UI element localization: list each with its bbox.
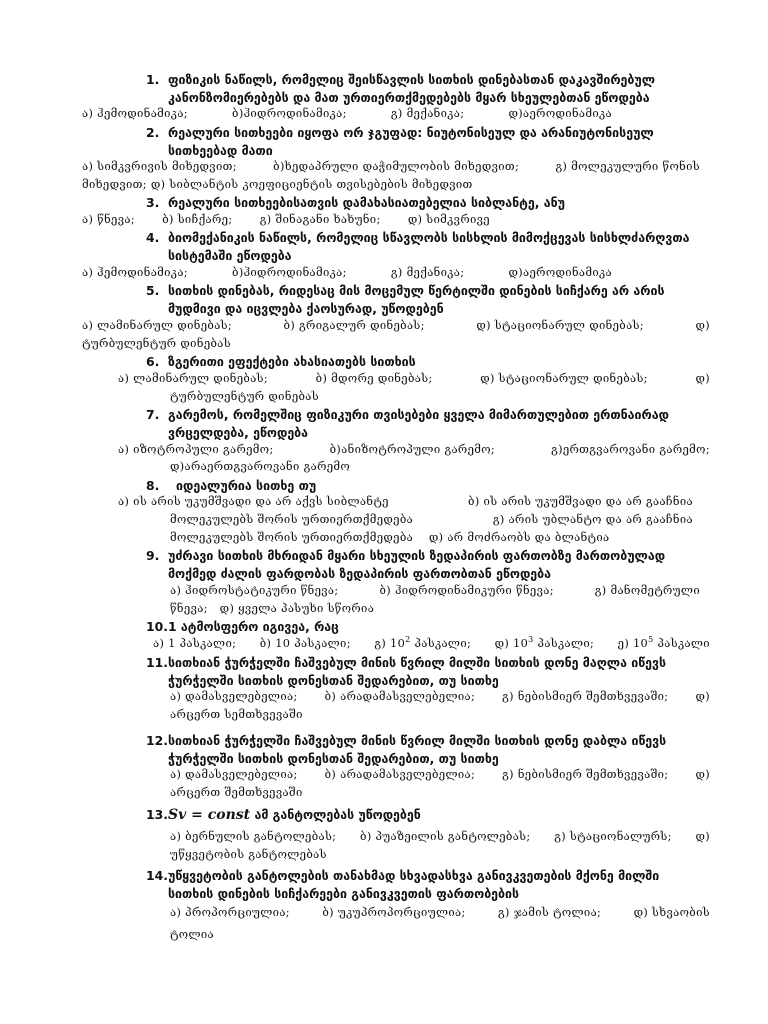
answers-8-cont: მოლეკულებს შორის ურთიერთქმედება გ) არის უბლანტო და არ გააჩნია xyxy=(170,513,693,526)
answers-6: ა) ლამინარულ დინებას; ბ) მდორე დინებას; დ) სტაციონარულ დინებას; დ) xyxy=(118,372,710,385)
question-7: 7. გარემოს, რომელშიც ფიზიკური თვისებები ყველა მიმართულებით ერთნაირად xyxy=(146,407,669,422)
question-4: 4. ბიომექანიკის ნაწილს, რომელიც სწავლობს სისხლის მიმოქცევას სისხლძარღვთა xyxy=(146,230,690,245)
answers-5-cont: ტურბულენტურ დინებას xyxy=(82,337,231,350)
answers-9: ა) ჰიდროსტატიკური წნევა; ბ) ჰიდროდინამიკური წნევა; გ) მანომეტრული xyxy=(170,584,700,597)
question-1-cont: კანონზომიერებებს და მათ ურთიერთქმედებებს მყარ სხეულებთან ეწოდება xyxy=(168,90,650,105)
answers-5: ა) ლამინარულ დინებას; ბ) გრიგალურ დინებას; დ) სტაციონარულ დინებას; დ) xyxy=(82,319,710,332)
answers-8-cont2: მოლეკულებს შორის ურთიერთქმედება დ) არ მოძრაობს და ბლანტია xyxy=(170,531,610,544)
formula: Sv = const xyxy=(168,807,251,823)
question-2-cont: სითხეებად მათი xyxy=(168,143,273,158)
answers-1: ა) ჰემოდინამიკა; ბ)ჰიდროდინამიკა; გ) მექანიკა; დ)აეროდინამიკა xyxy=(82,107,612,120)
answers-8: ა) ის არის უკუმშვადი და არ აქვს სიბლანტე ბ) ის არის უკუმშვადი და არ გააჩნია xyxy=(118,495,693,508)
answers-3: ა) წნევა; ბ) სიჩქარე; გ) შინაგანი ხახუნი; დ) სიმკვრივე xyxy=(82,213,490,226)
answers-10: ა) 1 პასკალი; ბ) 10 პასკალი; გ) $10^2$ პასკალი; დ) $10^3$ პასკალი; ე) $10^5$ პასკალი xyxy=(153,635,710,650)
question-13: 13.Sv = const ამ განტოლებას უწოდებენ xyxy=(146,807,421,823)
answers-13: ა) ბერნულის განტოლებას; ბ) პუაზეილის განტოლებას; გ) სტაციონალურს; დ) xyxy=(170,830,710,843)
question-5-cont: მუდმივი და იცვლება ქაოსურად, უწოდებენ xyxy=(168,301,444,316)
question-5: 5. სითხის დინებას, რიდესაც მის მოცემულ წერტილში დინების სიჩქარე არ არის xyxy=(146,283,665,298)
answers-13-cont: უწყვეტობის განტოლებას xyxy=(170,848,327,861)
answers-9-cont: წნევა; დ) ყველა პასუხი სწორია xyxy=(170,602,375,615)
answers-14: ა) პროპორციულია; ბ) უკუპროპორციულია; გ) ჯამის ტოლია; დ) სხვაობის xyxy=(170,906,710,919)
question-8: 8. იდეალურია სითხე თუ xyxy=(146,478,317,493)
answers-4: ა) ჰემოდინამიკა; ბ)ჰიდროდინამიკა; გ) მექანიკა; დ)აეროდინამიკა xyxy=(82,266,612,279)
question-3: 3. რეალური სითხეებისათვის დამახასიათებელია სიბლანტე, ანუ xyxy=(146,195,565,210)
answers-14-cont: ტოლია xyxy=(170,928,214,941)
answers-6-cont: ტურბულენტურ დინებას xyxy=(170,390,319,403)
question-1: 1. ფიზიკის ნაწილს, რომელიც შეისწავლის სითხის დინებასთან დაკავშირებულ xyxy=(146,72,656,87)
answers-7-cont: დ)არაერთგვაროვანი გარემო xyxy=(170,460,351,473)
question-9: 9. უძრავი სითხის მხრიდან მყარი სხეულის ზედაპირის ფართობზე მართობულად xyxy=(146,548,666,563)
answers-7: ა) იზოტროპული გარემო; ბ)ანიზოტროპული გარემო; გ)ერთგვაროვანი გარემო; xyxy=(118,443,710,456)
question-7-cont: ვრცელდება, ეწოდება xyxy=(168,425,309,440)
answers-2: ა) სიმკვრივის მიხედვით; ბ)ხედაპრული დაჭიმულობის მიხედვით; გ) მოლეკულური წონის xyxy=(82,160,700,173)
question-14-cont: სითხის დინების სიჩქარეები განივკვეთის ფართობების xyxy=(168,886,520,901)
question-11-cont: ჭურჭელში სითხის დონესთან შედარებით, თუ სითხე xyxy=(168,673,499,688)
question-6: 6. ზგერითი ეფექტები ახასიათებს სითხის xyxy=(146,354,416,369)
question-4-cont: სისტემაში ეწოდება xyxy=(168,248,292,263)
question-2: 2. რეალური სითხეები იყოფა ორ ჯგუფად: ნიუტონისეულ და არანიუტონისეულ xyxy=(146,125,654,140)
answers-11-cont: არცერთ სემთხვევაში xyxy=(170,708,303,721)
question-11: 11.სითხიან ჭურჭელში ჩაშვებულ მინის წვრილ მილში სითხის დონე მაღლა იწევს xyxy=(146,655,667,670)
answers-11: ა) დამასველებელია; ბ) არადამასველებელია; გ) ნებისმიერ შემთხვევაში; დ) xyxy=(170,690,710,703)
question-14: 14.უწყვეტობის განტოლების თანახმად სხვადასხვა განივკვეთების მქონე მილში xyxy=(146,868,660,883)
question-12-cont: ჭურჭელში სითხის დონესთან შედარებით, თუ სითხე xyxy=(168,751,499,766)
question-12: 12.სითხიან ჭურჭელში ჩაშვებულ მინის წვრილ მილში სითხის დონე დაბლა იწევს xyxy=(146,733,667,748)
answers-12: ა) დამასველებელია; ბ) არადამასველებელია; გ) ნებისმიერ შემთხვევაში; დ) xyxy=(170,768,710,781)
question-9-cont: მოქმედ ძალის ფარდობას ზედაპირის ფართობთან ეწოდება xyxy=(168,566,552,581)
answers-12-cont: არცერთ შემთხვევაში xyxy=(170,786,303,799)
question-10: 10.1 ატმოსფერო იგივეა, რაც xyxy=(146,619,339,634)
answers-2-cont: მიხედვით; დ) სიბლანტის კოეფიციენტის თვისებების მიხედვით xyxy=(82,178,473,191)
